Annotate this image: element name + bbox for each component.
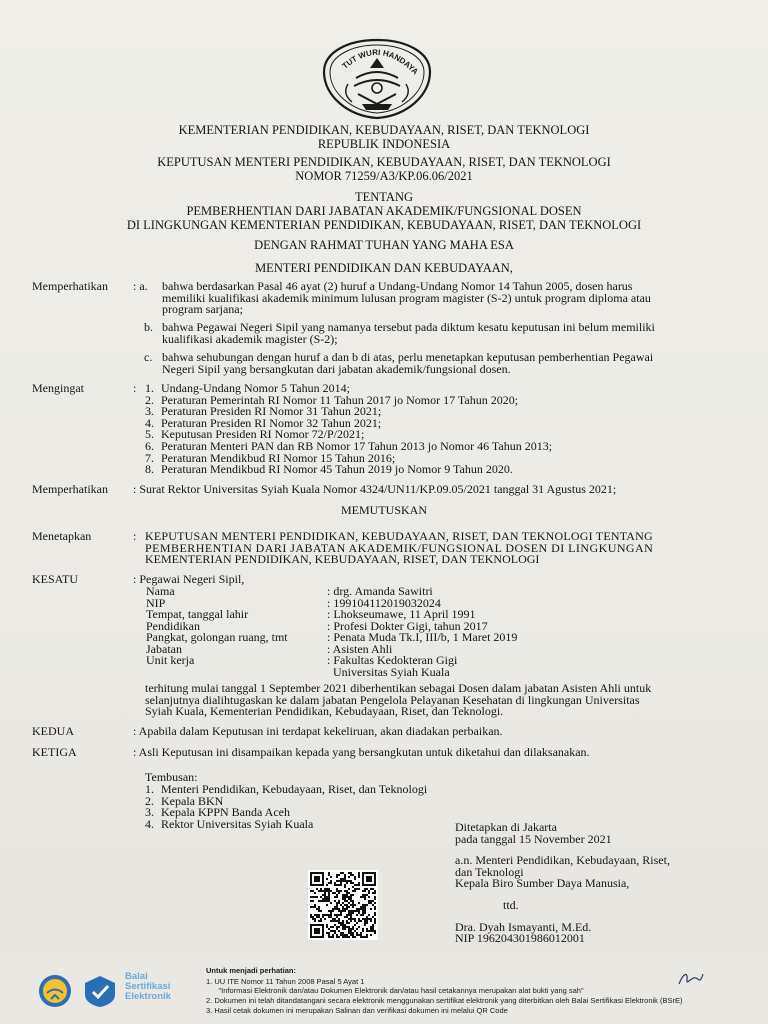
qr-code	[308, 870, 378, 940]
text-line: KEMENTERIAN PENDIDIKAN, KEBUDAYAAN, RISET, DAN TEKNOLOGI	[145, 552, 540, 567]
list-text: Peraturan Mendikbud RI Nomor 45 Tahun 2019 jo Nomor 9 Tahun 2020.	[161, 462, 513, 477]
text-line: selanjutnya dialihtugaskan ke dalam jabatan Pengelola Pelayanan Kesehatan di lingkungan Universitas	[145, 692, 640, 707]
signature-place: Ditetapkan di Jakarta	[455, 820, 557, 834]
list-text: Peraturan Pemerintah RI Nomor 11 Tahun 2017 jo Nomor 17 Tahun 2020;	[161, 392, 519, 407]
item-letter: : a.	[133, 279, 148, 293]
list-number: 8.	[145, 462, 154, 477]
memperhatikan-item-b	[162, 322, 655, 345]
detail-value: Universitas Syiah Kuala	[327, 664, 450, 679]
list-number: 7.	[145, 450, 154, 465]
decree-number: NOMOR 71259/A3/KP.06.06/2021	[295, 169, 473, 183]
ketiga-text: : Asli Keputusan ini disampaikan kepada yang bersangkutan untuk diketahui dan dilaksanakan.	[133, 745, 590, 759]
list-number: 3.	[145, 404, 154, 419]
list-number: 1.	[145, 782, 154, 796]
footer-notes-title: Untuk menjadi perhatian:	[206, 966, 297, 975]
menetapkan-text	[145, 531, 653, 566]
signature-an-line: a.n. Menteri Pendidikan, Kebudayaan, Riset,	[455, 853, 670, 868]
detail-key: Pangkat, golongan ruang, tmt	[146, 630, 288, 644]
list-text: Peraturan Presiden RI Nomor 32 Tahun 2021;	[161, 415, 382, 430]
memutuskan-heading: MEMUTUSKAN	[340, 503, 427, 517]
text-line: PEMBERHENTIAN DARI JABATAN AKADEMIK/FUNGSIONAL DOSEN DI LINGKUNGAN	[145, 540, 654, 555]
detail-value: : Profesi Dokter Gigi, tahun 2017	[327, 618, 488, 633]
text-line: bahwa berdasarkan Pasal 46 ayat (2) huruf a Undang-Undang Nomor 14 Tahun 2005, dosen harus	[162, 279, 633, 293]
footer-note: 3. Hasil cetak dokumen ini merupakan Salinan dan verifikasi dokumen ini melalui QR Code	[206, 1006, 508, 1015]
list-text: Peraturan Mendikbud RI Nomor 15 Tahun 2016;	[161, 450, 396, 465]
text-line: program sarjana;	[162, 302, 243, 317]
bsre-line: Elektronik	[125, 991, 171, 1002]
menetapkan-label: Menetapkan	[32, 529, 92, 543]
ministry-name: KEMENTERIAN PENDIDIKAN, KEBUDAYAAN, RISET, DAN TEKNOLOGI	[178, 123, 590, 137]
detail-key: NIP	[146, 595, 166, 610]
bsre-wordmark	[125, 972, 171, 1002]
footer-note: "Informasi Elektronik dan/atau Dokumen Elektronik dan/atau hasil cetakannya merupakan alat bukti yang sah"	[206, 986, 584, 995]
item-letter: c.	[144, 350, 153, 364]
mengingat-colon: :	[133, 381, 137, 395]
kesatu-intro: : Pegawai Negeri Sipil,	[133, 572, 245, 586]
list-text: Kepala KPPN Banda Aceh	[161, 805, 290, 820]
tembusan-title: Tembusan:	[145, 770, 198, 784]
detail-value: : Asisten Ahli	[327, 641, 393, 656]
detail-key: Nama	[146, 584, 175, 598]
republic-name: REPUBLIK INDONESIA	[317, 137, 451, 151]
detail-value: : 199104112019032024	[327, 595, 441, 610]
memperhatikan-label: Memperhatikan	[32, 279, 108, 293]
text-line: KEPUTUSAN MENTERI PENDIDIKAN, KEBUDAYAAN, RISET, DAN TEKNOLOGI TENTANG	[145, 529, 653, 543]
menetapkan-colon: :	[133, 529, 137, 543]
kesatu-label: KESATU	[32, 572, 79, 586]
list-text: Keputusan Presiden RI Nomor 72/P/2021;	[161, 427, 365, 442]
detail-key: Jabatan	[146, 641, 182, 656]
subject-line-2: DI LINGKUNGAN KEMENTERIAN PENDIDIKAN, KEBUDAYAAN, RISET, DAN TEKNOLOGI	[126, 218, 642, 232]
svg-text:TUT WURI HANDAYANI: TUT WURI HANDAYA	[340, 47, 420, 77]
signatory-nip: NIP 196204301986012001	[455, 931, 585, 946]
list-number: 4.	[145, 816, 154, 831]
tut-wuri-logo-icon	[38, 974, 72, 1008]
footer-note: 1. UU ITE Nomor 11 Tahun 2008 Pasal 5 Ayat 1	[206, 977, 365, 986]
list-text: Peraturan Menteri PAN dan RB Nomor 17 Tahun 2013 jo Nomor 46 Tahun 2013;	[161, 438, 553, 453]
subject-line-1: PEMBERHENTIAN DARI JABATAN AKADEMIK/FUNGSIONAL DOSEN	[186, 204, 582, 218]
detail-value: : Lhokseumawe, 11 April 1991	[327, 607, 476, 621]
tembusan-list	[145, 784, 427, 830]
employee-details	[0, 584, 768, 679]
detail-value: : Penata Muda Tk.I, III/b, 1 Maret 2019	[327, 630, 518, 644]
detail-key: Pendidikan	[146, 618, 200, 633]
list-item	[145, 464, 552, 476]
detail-value: : drg. Amanda Sawitri	[327, 584, 433, 598]
memperhatikan-2-label: Memperhatikan	[32, 482, 108, 496]
text-line: bahwa Pegawai Negeri Sipil yang namanya tersebut pada diktum kesatu keputusan ini belum memiliki	[162, 320, 655, 334]
signature-ttd: ttd.	[503, 897, 519, 912]
signature-block	[455, 822, 670, 945]
bsre-line: Sertifikasi	[125, 981, 171, 992]
list-number: 3.	[145, 805, 154, 820]
list-text: Menteri Pendidikan, Kebudayaan, Riset, dan Teknologi	[161, 782, 428, 796]
footer-note: 2. Dokumen ini telah ditandatangani secara elektronik menggunakan sertifikat elektronik yang diterbitkan oleh Balai Sertifikasi Elektronik (BSrE)	[206, 996, 683, 1005]
list-number: 6.	[145, 438, 154, 453]
list-number: 4.	[145, 415, 154, 430]
mengingat-label: Mengingat	[32, 381, 84, 395]
mengingat-list	[145, 383, 552, 476]
signature-an-line: Kepala Biro Sumber Daya Manusia,	[455, 876, 630, 891]
list-number: 2.	[145, 392, 154, 407]
memperhatikan-item-a	[162, 281, 651, 316]
memperhatikan-2-text: : Surat Rektor Universitas Syiah Kuala Nomor 4324/UN11/KP.09.05/2021 tanggal 31 Agustus 2021;	[133, 482, 617, 496]
item-letter: b.	[144, 320, 153, 334]
detail-key: Unit kerja	[146, 653, 195, 667]
list-number: 1.	[145, 381, 154, 395]
text-line: kualifikasi akademik magister (S-2);	[162, 331, 338, 346]
list-number: 5.	[145, 427, 154, 442]
text-line: Negeri Sipil yang bersangkutan dari jabatan akademik/fungsional dosen.	[162, 361, 511, 376]
detail-value: : Fakultas Kedokteran Gigi	[327, 653, 458, 667]
kesatu-body	[145, 683, 651, 718]
signature-an-line: dan Teknologi	[455, 864, 524, 879]
list-item	[145, 816, 427, 831]
list-text: Kepala BKN	[161, 793, 224, 808]
kedua-text: : Apabila dalam Keputusan ini terdapat kekeliruan, akan diadakan perbaikan.	[133, 724, 503, 738]
list-text: Undang-Undang Nomor 5 Tahun 2014;	[161, 381, 350, 395]
paraf-signature-icon	[676, 968, 706, 990]
kedua-label: KEDUA	[32, 724, 74, 738]
ketiga-label: KETIGA	[32, 745, 77, 759]
text-line: terhitung mulai tanggal 1 September 2021 diberhentikan sebagai Dosen dalam jabatan Asisten Ahli untuk	[145, 681, 652, 695]
signature-date: pada tanggal 15 November 2021	[455, 831, 612, 846]
bsre-line: Balai	[125, 971, 148, 982]
blessing: DENGAN RAHMAT TUHAN YANG MAHA ESA	[254, 238, 514, 252]
bsre-footer	[0, 952, 768, 1024]
text-line: bahwa sehubungan dengan huruf a dan b di atas, perlu menetapkan keputusan pemberhentian Pegawai	[162, 350, 654, 364]
text-line: Syiah Kuala, Kementerian Pendidikan, Kebudayaan, Riset, dan Teknologi.	[145, 704, 504, 719]
minister-heading: MENTERI PENDIDIKAN DAN KEBUDAYAAN,	[255, 261, 513, 275]
list-number: 2.	[145, 793, 154, 808]
detail-key: Tempat, tanggal lahir	[146, 607, 249, 621]
memperhatikan-item-c	[162, 352, 653, 375]
tut-wuri-handayani-emblem	[318, 38, 436, 120]
signatory-name: Dra. Dyah Ismayanti, M.Ed.	[455, 919, 592, 934]
list-text: Rektor Universitas Syiah Kuala	[161, 816, 314, 831]
decree-title: KEPUTUSAN MENTERI PENDIDIKAN, KEBUDAYAAN, RISET, DAN TEKNOLOGI	[157, 155, 611, 169]
list-text: Peraturan Presiden RI Nomor 31 Tahun 2021;	[161, 404, 382, 419]
text-line: memiliki kualifikasi akademik minimum lulusan program magister (S-2) untuk program diploma atau	[162, 290, 651, 305]
tentang-heading: TENTANG	[354, 190, 413, 204]
bsre-logo-icon	[82, 974, 118, 1008]
